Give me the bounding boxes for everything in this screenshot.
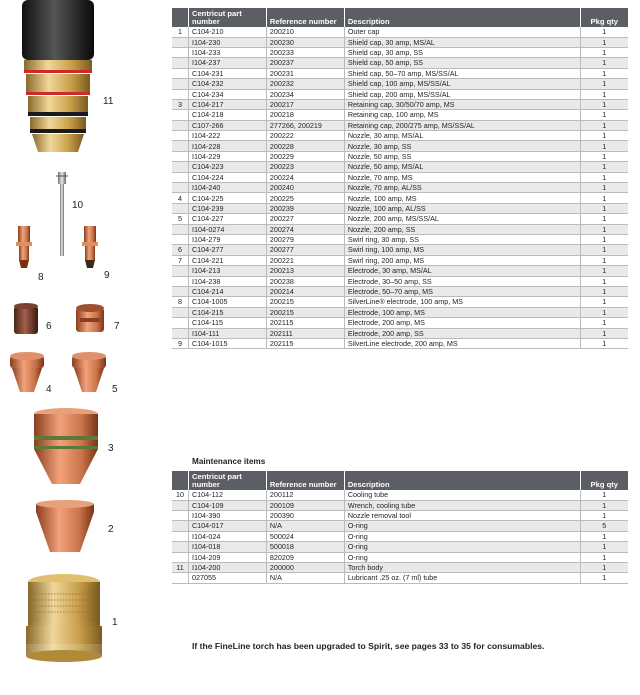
item-number-cell xyxy=(172,531,188,541)
item-number-cell xyxy=(172,79,188,89)
part-number-cell: C104-234 xyxy=(188,89,266,99)
table-row xyxy=(172,297,628,307)
pkg-qty-cell: 1 xyxy=(580,266,628,276)
reference-number-cell: 200274 xyxy=(266,224,344,234)
item-number-cell xyxy=(172,151,188,161)
part-label-9: 9 xyxy=(104,270,110,281)
reference-number-cell: 200224 xyxy=(266,172,344,182)
pkg-qty-cell: 1 xyxy=(580,297,628,307)
reference-number-cell: 200277 xyxy=(266,245,344,255)
item-number-cell xyxy=(172,141,188,151)
description-cell: Swirl ring, 100 amp, MS xyxy=(344,245,580,255)
consumables-table xyxy=(172,8,628,349)
reference-number-cell: 200239 xyxy=(266,203,344,213)
table-row xyxy=(172,89,628,99)
reference-number-cell: 200221 xyxy=(266,255,344,265)
part-number-cell: C104-231 xyxy=(188,68,266,78)
reference-number-cell: 200000 xyxy=(266,562,344,572)
reference-number-cell: 200112 xyxy=(266,490,344,500)
pkg-qty-cell: 1 xyxy=(580,307,628,317)
pkg-qty-cell: 1 xyxy=(580,68,628,78)
table-row xyxy=(172,183,628,193)
item-number-cell xyxy=(172,120,188,130)
table-row xyxy=(172,318,628,328)
part-number-cell: 027055 xyxy=(188,573,266,583)
item-number-cell xyxy=(172,162,188,172)
pkg-qty-cell: 1 xyxy=(580,552,628,562)
description-cell: Electrode, 30–50 amp, SS xyxy=(344,276,580,286)
reference-number-cell: 200240 xyxy=(266,183,344,193)
table-row xyxy=(172,37,628,47)
pkg-qty-cell: 5 xyxy=(580,521,628,531)
part-number-cell: C104-277 xyxy=(188,245,266,255)
part-label-7: 7 xyxy=(114,321,120,332)
item-number-cell: 10 xyxy=(172,490,188,500)
part-number-cell: I104-228 xyxy=(188,141,266,151)
reference-number-cell: 200228 xyxy=(266,141,344,151)
description-cell: Retaining cap, 200/275 amp, MS/SS/AL xyxy=(344,120,580,130)
reference-number-cell: 500024 xyxy=(266,531,344,541)
pkg-qty-cell: 1 xyxy=(580,338,628,348)
table-row xyxy=(172,328,628,338)
description-cell: SilverLine electrode, 200 amp, MS xyxy=(344,338,580,348)
table-row xyxy=(172,521,628,531)
part-number-cell: I104-230 xyxy=(188,37,266,47)
part-number-cell: C104-227 xyxy=(188,214,266,224)
pkg-qty-cell: 1 xyxy=(580,562,628,572)
reference-number-cell: 820209 xyxy=(266,552,344,562)
pkg-qty-cell: 1 xyxy=(580,255,628,265)
description-cell: Swirl ring, 30 amp, SS xyxy=(344,235,580,245)
description-cell: O-ring xyxy=(344,521,580,531)
reference-number-cell: 200231 xyxy=(266,68,344,78)
table-row xyxy=(172,224,628,234)
reference-number-cell: 200215 xyxy=(266,307,344,317)
header-description: Description xyxy=(344,471,580,490)
part-number-cell: I104-237 xyxy=(188,58,266,68)
part-number-cell: C104-112 xyxy=(188,490,266,500)
part-number-cell: C104-223 xyxy=(188,162,266,172)
item-number-cell xyxy=(172,328,188,338)
electrode-8-part xyxy=(16,226,32,268)
pkg-qty-cell: 1 xyxy=(580,120,628,130)
description-cell: Nozzle, 50 amp, MS/AL xyxy=(344,162,580,172)
part-label-3: 3 xyxy=(108,443,114,454)
table-row xyxy=(172,131,628,141)
pkg-qty-cell: 1 xyxy=(580,245,628,255)
part-number-cell: I104-390 xyxy=(188,510,266,520)
part-number-cell: C104-224 xyxy=(188,172,266,182)
pkg-qty-cell: 1 xyxy=(580,183,628,193)
pkg-qty-cell: 1 xyxy=(580,89,628,99)
item-number-cell xyxy=(172,318,188,328)
nozzle-5-part xyxy=(72,352,106,392)
pkg-qty-cell: 1 xyxy=(580,151,628,161)
item-number-cell xyxy=(172,266,188,276)
reference-number-cell: 200109 xyxy=(266,500,344,510)
part-number-cell: C104-218 xyxy=(188,110,266,120)
part-number-cell: I104-018 xyxy=(188,542,266,552)
reference-number-cell: 200215 xyxy=(266,297,344,307)
reference-number-cell: 200237 xyxy=(266,58,344,68)
reference-number-cell: 200233 xyxy=(266,47,344,57)
reference-number-cell: 200227 xyxy=(266,214,344,224)
part-label-2: 2 xyxy=(108,524,114,535)
header-description: Description xyxy=(344,8,580,27)
item-number-cell xyxy=(172,37,188,47)
part-number-cell: C104-221 xyxy=(188,255,266,265)
maintenance-table-body xyxy=(172,490,628,583)
description-cell: O-ring xyxy=(344,531,580,541)
reference-number-cell: 200225 xyxy=(266,193,344,203)
table-row xyxy=(172,58,628,68)
item-number-cell: 11 xyxy=(172,562,188,572)
item-number-cell xyxy=(172,172,188,182)
item-number-cell xyxy=(172,521,188,531)
item-number-cell: 5 xyxy=(172,214,188,224)
table-row xyxy=(172,286,628,296)
pkg-qty-cell: 1 xyxy=(580,490,628,500)
pkg-qty-cell: 1 xyxy=(580,193,628,203)
table-row xyxy=(172,110,628,120)
table-row xyxy=(172,276,628,286)
table-row xyxy=(172,162,628,172)
pkg-qty-cell: 1 xyxy=(580,203,628,213)
table-row xyxy=(172,203,628,213)
part-number-cell: C104-210 xyxy=(188,27,266,37)
reference-number-cell: 200210 xyxy=(266,27,344,37)
part-number-cell: I104-279 xyxy=(188,235,266,245)
description-cell: Shield cap, 100 amp, MS/SS/AL xyxy=(344,79,580,89)
description-cell: Shield cap, 30 amp, MS/AL xyxy=(344,37,580,47)
table-row xyxy=(172,573,628,583)
item-number-cell xyxy=(172,542,188,552)
item-number-cell xyxy=(172,224,188,234)
item-number-cell xyxy=(172,68,188,78)
table-row xyxy=(172,68,628,78)
part-number-cell: C104-239 xyxy=(188,203,266,213)
description-cell: Retaining cap, 30/50/70 amp, MS xyxy=(344,99,580,109)
part-number-cell: C104-215 xyxy=(188,307,266,317)
description-cell: Electrode, 100 amp, MS xyxy=(344,307,580,317)
pkg-qty-cell: 1 xyxy=(580,510,628,520)
reference-number-cell: 202115 xyxy=(266,318,344,328)
pkg-qty-cell: 1 xyxy=(580,37,628,47)
description-cell: Shield cap, 50 amp, SS xyxy=(344,58,580,68)
part-number-cell: I104-111 xyxy=(188,328,266,338)
part-label-1: 1 xyxy=(112,617,118,628)
description-cell: Nozzle, 30 amp, SS xyxy=(344,141,580,151)
pkg-qty-cell: 1 xyxy=(580,172,628,182)
description-cell: Torch body xyxy=(344,562,580,572)
part-number-cell: C104-017 xyxy=(188,521,266,531)
description-cell: Shield cap, 50–70 amp, MS/SS/AL xyxy=(344,68,580,78)
part-label-4: 4 xyxy=(46,384,52,395)
part-number-cell: C104-232 xyxy=(188,79,266,89)
description-cell: Nozzle, 100 amp, MS xyxy=(344,193,580,203)
table-row xyxy=(172,490,628,500)
table-row xyxy=(172,500,628,510)
description-cell: Swirl ring, 200 amp, MS xyxy=(344,255,580,265)
header-part-number: Centricut part number xyxy=(188,8,266,27)
reference-number-cell: 200218 xyxy=(266,110,344,120)
reference-number-cell: 202115 xyxy=(266,338,344,348)
pkg-qty-cell: 1 xyxy=(580,500,628,510)
description-cell: Outer cap xyxy=(344,27,580,37)
part-number-cell: C104-214 xyxy=(188,286,266,296)
electrode-9-part xyxy=(82,226,98,268)
part-number-cell: I104-240 xyxy=(188,183,266,193)
item-number-cell xyxy=(172,47,188,57)
parts-illustration xyxy=(0,0,160,695)
description-cell: Nozzle, 200 amp, SS xyxy=(344,224,580,234)
item-number-cell xyxy=(172,183,188,193)
header-part-number: Centricut part number xyxy=(188,471,266,490)
table-row xyxy=(172,172,628,182)
part-number-cell: I104-0274 xyxy=(188,224,266,234)
table-row xyxy=(172,193,628,203)
reference-number-cell: 200217 xyxy=(266,99,344,109)
pkg-qty-cell: 1 xyxy=(580,318,628,328)
maintenance-title: Maintenance items xyxy=(192,457,266,466)
item-number-cell xyxy=(172,307,188,317)
part-number-cell: C107-266 xyxy=(188,120,266,130)
description-cell: SilverLine® electrode, 100 amp, MS xyxy=(344,297,580,307)
pkg-qty-cell: 1 xyxy=(580,328,628,338)
description-cell: Electrode, 50–70 amp, MS xyxy=(344,286,580,296)
part-number-cell: C104-115 xyxy=(188,318,266,328)
item-number-cell xyxy=(172,58,188,68)
item-number-cell xyxy=(172,203,188,213)
part-number-cell: C104-109 xyxy=(188,500,266,510)
part-number-cell: I104-209 xyxy=(188,552,266,562)
item-number-cell xyxy=(172,286,188,296)
pkg-qty-cell: 1 xyxy=(580,27,628,37)
table-row xyxy=(172,120,628,130)
table-row xyxy=(172,552,628,562)
pkg-qty-cell: 1 xyxy=(580,58,628,68)
description-cell: Lubricant .25 oz. (7 ml) tube xyxy=(344,573,580,583)
pkg-qty-cell: 1 xyxy=(580,214,628,224)
table-row xyxy=(172,47,628,57)
table-row xyxy=(172,338,628,348)
parts-drawing xyxy=(0,0,160,695)
item-number-cell: 4 xyxy=(172,193,188,203)
reference-number-cell: 200390 xyxy=(266,510,344,520)
part-number-cell: C104-225 xyxy=(188,193,266,203)
reference-number-cell: 277266, 200219 xyxy=(266,120,344,130)
part-number-cell: I104-229 xyxy=(188,151,266,161)
table-row xyxy=(172,214,628,224)
item-number-cell xyxy=(172,235,188,245)
pkg-qty-cell: 1 xyxy=(580,162,628,172)
table-row xyxy=(172,99,628,109)
item-number-cell xyxy=(172,552,188,562)
part-number-cell: I104-213 xyxy=(188,266,266,276)
description-cell: Nozzle removal tool xyxy=(344,510,580,520)
nozzle-4-part xyxy=(10,352,44,392)
header-reference-number: Reference number xyxy=(266,8,344,27)
description-cell: Shield cap, 200 amp, MS/SS/AL xyxy=(344,89,580,99)
pkg-qty-cell: 1 xyxy=(580,47,628,57)
table-row xyxy=(172,255,628,265)
maintenance-table xyxy=(172,471,628,584)
table-row xyxy=(172,79,628,89)
description-cell: Nozzle, 70 amp, MS xyxy=(344,172,580,182)
description-cell: Nozzle, 200 amp, MS/SS/AL xyxy=(344,214,580,224)
pkg-qty-cell: 1 xyxy=(580,79,628,89)
description-cell: Electrode, 200 amp, MS xyxy=(344,318,580,328)
description-cell: Electrode, 200 amp, SS xyxy=(344,328,580,338)
item-number-cell xyxy=(172,276,188,286)
description-cell: Cooling tube xyxy=(344,490,580,500)
torch-body-part xyxy=(22,0,94,152)
part-number-cell: I104-222 xyxy=(188,131,266,141)
table-row xyxy=(172,510,628,520)
item-number-cell: 3 xyxy=(172,99,188,109)
table-row xyxy=(172,141,628,151)
reference-number-cell: 200214 xyxy=(266,286,344,296)
header-item-number xyxy=(172,471,188,490)
table-row xyxy=(172,235,628,245)
spirit-upgrade-note: If the FineLine torch has been upgraded to Spirit, see pages 33 to 35 for consumables. xyxy=(192,641,545,651)
part-number-cell: I104-233 xyxy=(188,47,266,57)
pkg-qty-cell: 1 xyxy=(580,110,628,120)
part-label-6: 6 xyxy=(46,321,52,332)
header-item-number xyxy=(172,8,188,27)
part-number-cell: C104-217 xyxy=(188,99,266,109)
part-label-10: 10 xyxy=(72,200,84,211)
item-number-cell xyxy=(172,500,188,510)
table-header-row xyxy=(172,8,628,27)
description-cell: Nozzle, 30 amp, MS/AL xyxy=(344,131,580,141)
reference-number-cell: 200234 xyxy=(266,89,344,99)
description-cell: Nozzle, 100 amp, AL/SS xyxy=(344,203,580,213)
pkg-qty-cell: 1 xyxy=(580,224,628,234)
reference-number-cell: 200222 xyxy=(266,131,344,141)
description-cell: Wrench, cooling tube xyxy=(344,500,580,510)
table-row xyxy=(172,266,628,276)
table-row xyxy=(172,542,628,552)
cooling-tube-part xyxy=(56,172,68,256)
description-cell: Nozzle, 70 amp, AL/SS xyxy=(344,183,580,193)
reference-number-cell: 200230 xyxy=(266,37,344,47)
reference-number-cell: 200279 xyxy=(266,235,344,245)
item-number-cell: 1 xyxy=(172,27,188,37)
reference-number-cell: 200238 xyxy=(266,276,344,286)
table-row xyxy=(172,151,628,161)
part-number-cell: C104-1005 xyxy=(188,297,266,307)
item-number-cell: 7 xyxy=(172,255,188,265)
item-number-cell xyxy=(172,510,188,520)
item-number-cell xyxy=(172,131,188,141)
part-label-5: 5 xyxy=(112,384,118,395)
reference-number-cell: 200223 xyxy=(266,162,344,172)
swirl-ring-6-part xyxy=(14,303,38,334)
description-cell: Electrode, 30 amp, MS/AL xyxy=(344,266,580,276)
reference-number-cell: 200229 xyxy=(266,151,344,161)
header-reference-number: Reference number xyxy=(266,471,344,490)
item-number-cell: 6 xyxy=(172,245,188,255)
description-cell: Nozzle, 50 amp, SS xyxy=(344,151,580,161)
item-number-cell xyxy=(172,89,188,99)
header-pkg-qty: Pkg qty xyxy=(580,471,628,490)
header-pkg-qty: Pkg qty xyxy=(580,8,628,27)
reference-number-cell: N/A xyxy=(266,521,344,531)
description-cell: Shield cap, 30 amp, SS xyxy=(344,47,580,57)
reference-number-cell: 202111 xyxy=(266,328,344,338)
pkg-qty-cell: 1 xyxy=(580,542,628,552)
table-row xyxy=(172,307,628,317)
pkg-qty-cell: 1 xyxy=(580,131,628,141)
description-cell: Retaining cap, 100 amp, MS xyxy=(344,110,580,120)
shield-cap-part xyxy=(36,500,94,552)
part-label-11: 11 xyxy=(103,96,114,107)
pkg-qty-cell: 1 xyxy=(580,99,628,109)
reference-number-cell: 500018 xyxy=(266,542,344,552)
table-header-row xyxy=(172,471,628,490)
reference-number-cell: 200232 xyxy=(266,79,344,89)
table-row xyxy=(172,245,628,255)
pkg-qty-cell: 1 xyxy=(580,141,628,151)
table-row xyxy=(172,27,628,37)
pkg-qty-cell: 1 xyxy=(580,235,628,245)
pkg-qty-cell: 1 xyxy=(580,286,628,296)
table-row xyxy=(172,531,628,541)
part-number-cell: I104-024 xyxy=(188,531,266,541)
pkg-qty-cell: 1 xyxy=(580,531,628,541)
part-number-cell: I104-238 xyxy=(188,276,266,286)
part-number-cell: I104-200 xyxy=(188,562,266,572)
item-number-cell xyxy=(172,110,188,120)
swirl-ring-7-part xyxy=(76,304,104,332)
pkg-qty-cell: 1 xyxy=(580,573,628,583)
part-number-cell: C104-1015 xyxy=(188,338,266,348)
description-cell: O-ring xyxy=(344,552,580,562)
retaining-cap-part xyxy=(34,408,98,484)
reference-number-cell: N/A xyxy=(266,573,344,583)
reference-number-cell: 200213 xyxy=(266,266,344,276)
pkg-qty-cell: 1 xyxy=(580,276,628,286)
item-number-cell: 9 xyxy=(172,338,188,348)
description-cell: O-ring xyxy=(344,542,580,552)
table-row xyxy=(172,562,628,572)
item-number-cell xyxy=(172,573,188,583)
part-label-8: 8 xyxy=(38,272,44,283)
consumables-table-body xyxy=(172,27,628,349)
item-number-cell: 8 xyxy=(172,297,188,307)
outer-cap-part xyxy=(26,574,102,662)
